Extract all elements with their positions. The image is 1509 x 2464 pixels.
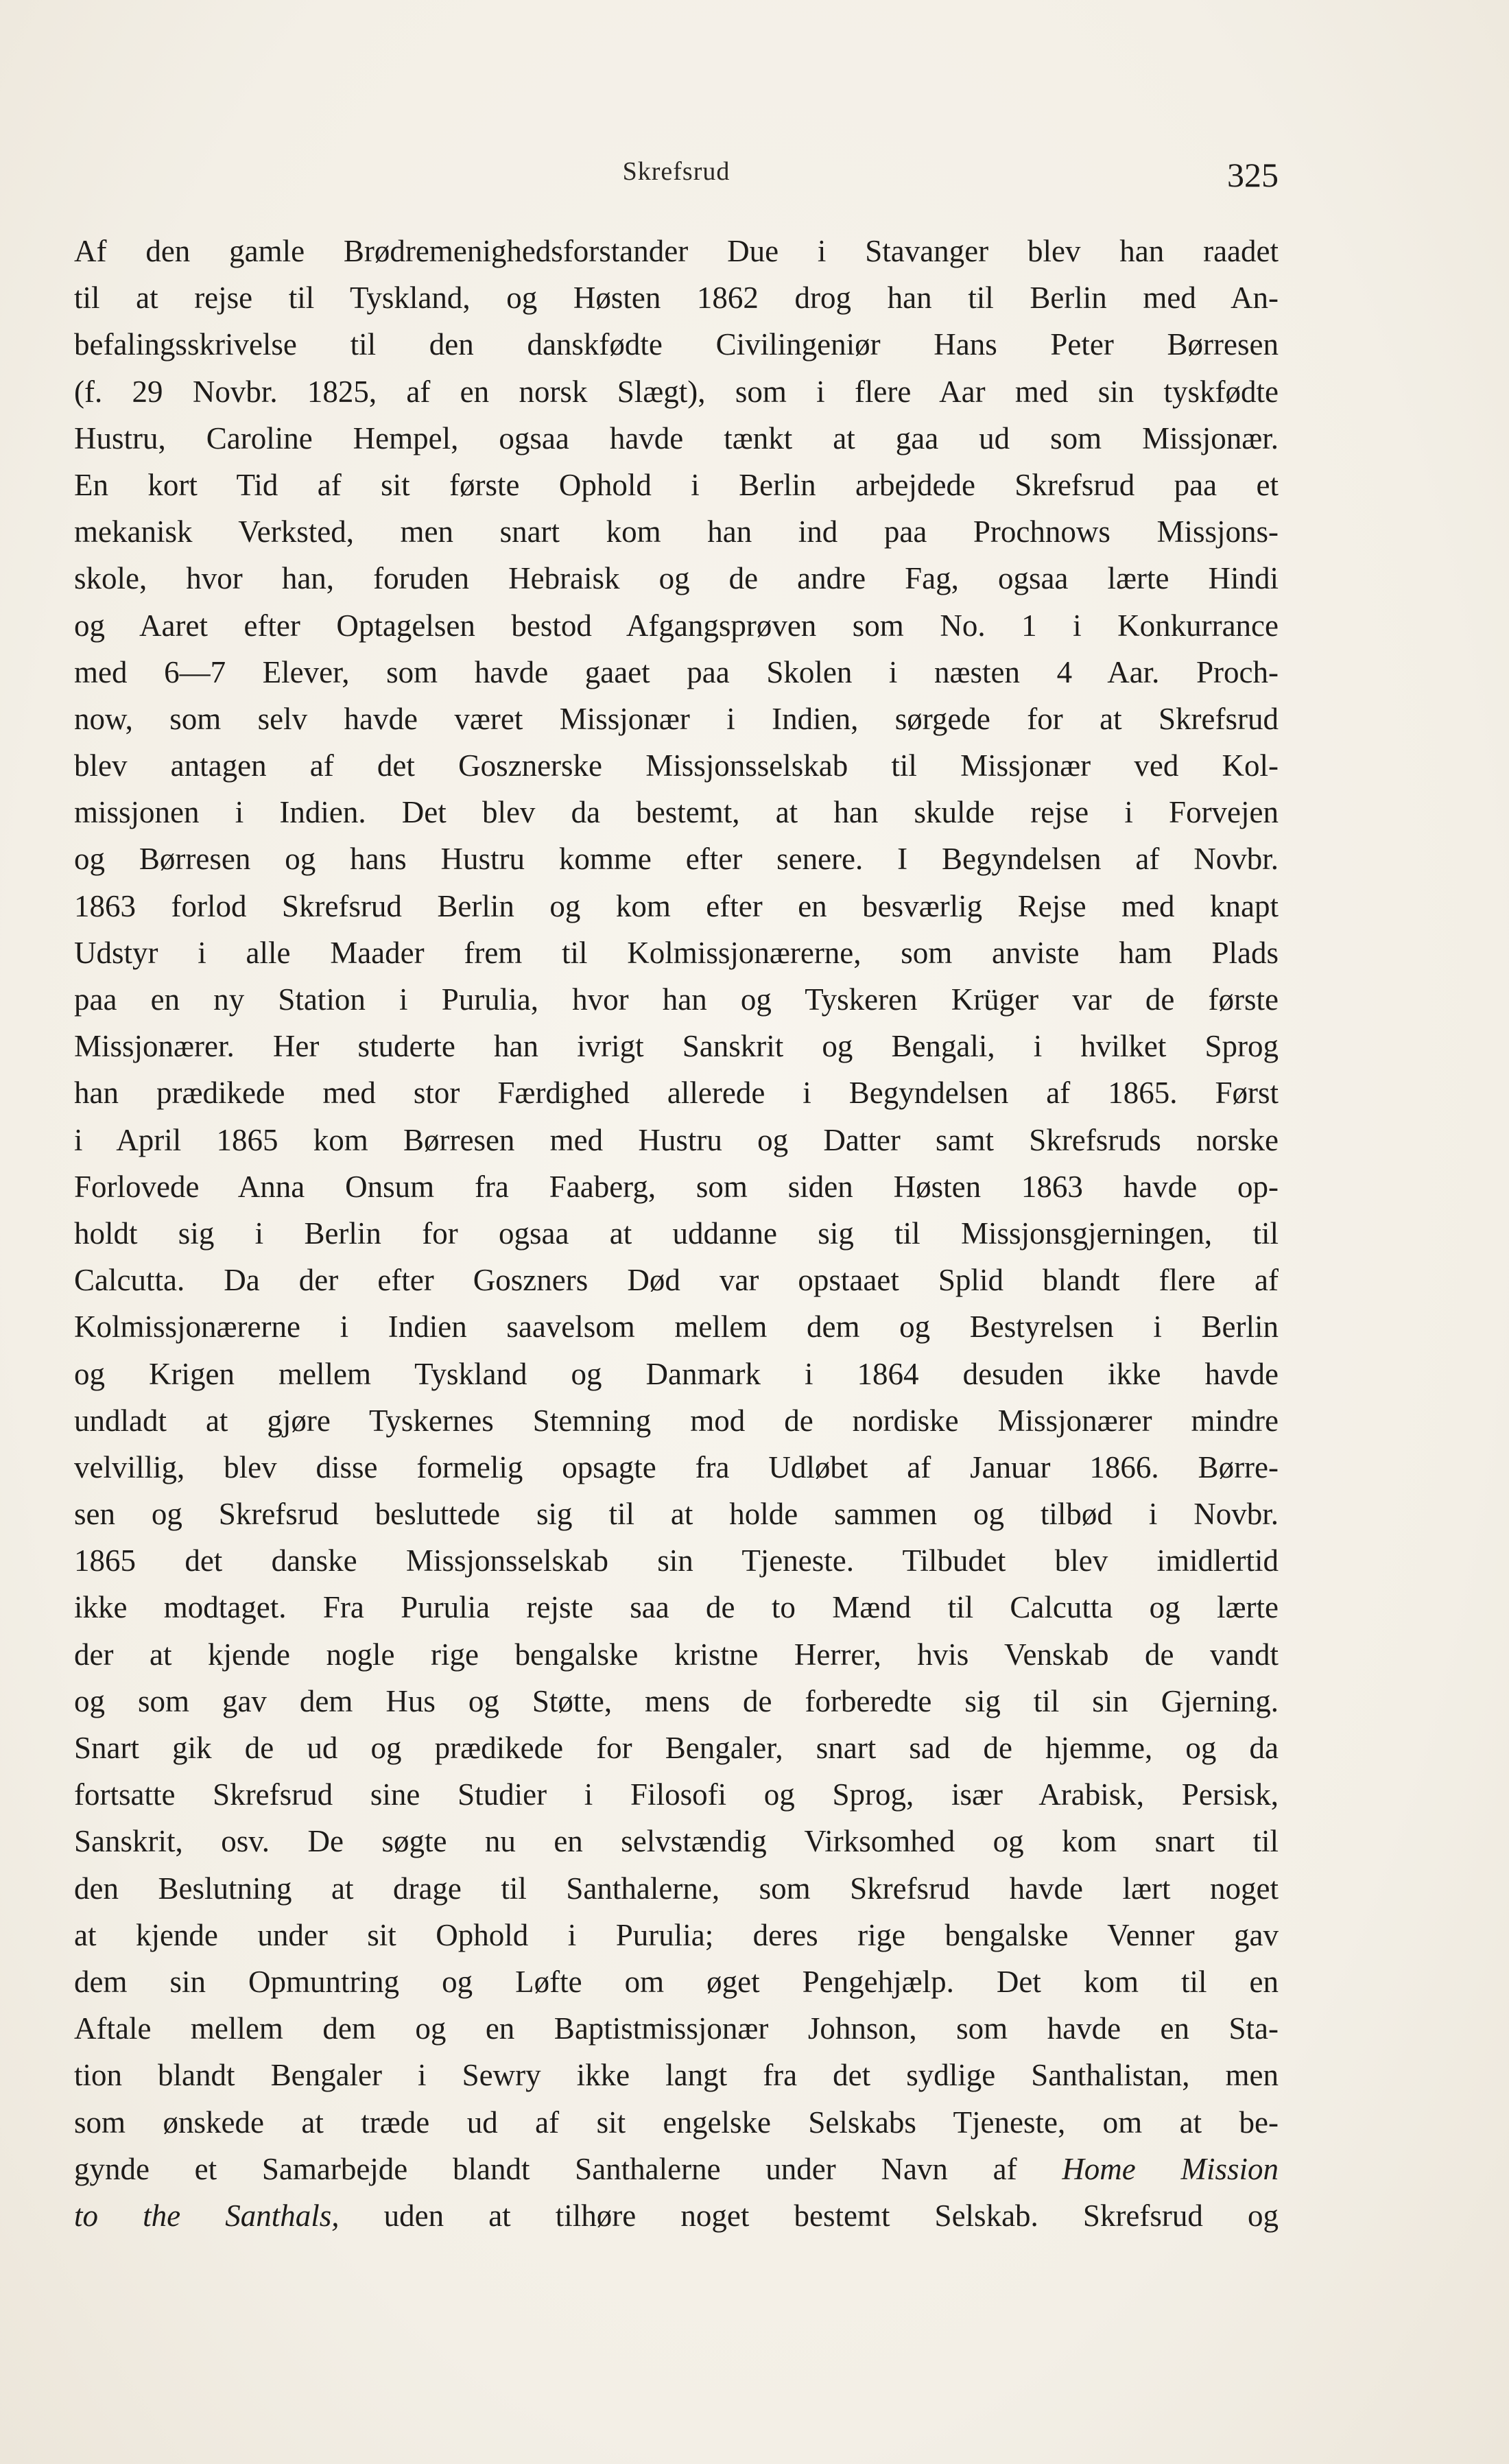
text-line: missjonen i Indien. Det blev da bestemt, at han skulde rejse i Forvejen (74, 795, 1279, 830)
text-line: fortsatte Skrefsrud sine Studier i Filosofi og Sprog, især Arabisk, Persisk, (74, 1777, 1279, 1812)
italic-title: Home Mission (1062, 2151, 1279, 2186)
text-line: og som gav dem Hus og Støtte, mens de forberedte sig til sin Gjerning. (74, 1683, 1279, 1718)
text-line: mekanisk Verksted, men snart kom han ind paa Prochnows Missjons- (74, 514, 1279, 549)
text-line: sen og Skrefsrud besluttede sig til at holde sammen og tilbød i Novbr. (74, 1497, 1279, 1532)
text-line: Kolmissjonærerne i Indien saavelsom mellem dem og Bestyrelsen i Berlin (74, 1310, 1279, 1344)
text-line: Udstyr i alle Maader frem til Kolmissjonærerne, som anviste ham Plads (74, 935, 1279, 970)
text-line: den Beslutning at drage til Santhalerne, som Skrefsrud havde lært noget (74, 1871, 1279, 1906)
text-line: Forlovede Anna Onsum fra Faaberg, som siden Høsten 1863 havde op- (74, 1169, 1279, 1204)
text-line: Aftale mellem dem og en Baptistmissjonær Johnson, som havde en Sta- (74, 2011, 1279, 2046)
text-line: Af den gamle Brødremenighedsforstander Due i Stavanger blev han raadet (74, 234, 1279, 268)
text-line: at kjende under sit Ophold i Purulia; deres rige bengalske Venner gav (74, 1917, 1279, 1952)
text-line: Calcutta. Da der efter Goszners Død var opstaaet Splid blandt flere af (74, 1263, 1279, 1298)
text-line: Missjonærer. Her studerte han ivrigt Sanskrit og Bengali, i hvilket Sprog (74, 1029, 1279, 1064)
running-head: Skrefsrud (622, 157, 730, 186)
text-line: og Krigen mellem Tyskland og Danmark i 1864 desuden ikke havde (74, 1356, 1279, 1391)
text-line: til at rejse til Tyskland, og Høsten 1862 drog han til Berlin med An- (74, 281, 1279, 316)
text-line: Sanskrit, osv. De søgte nu en selvstændig Virksomhed og kom snart til (74, 1824, 1279, 1859)
text-line: undladt at gjøre Tyskernes Stemning mod de nordiske Missjonærer mindre (74, 1403, 1279, 1438)
text-line: i April 1865 kom Børresen med Hustru og Datter samt Skrefsruds norske (74, 1122, 1279, 1157)
text-line: now, som selv havde været Missjonær i Indien, sørgede for at Skrefsrud (74, 701, 1279, 736)
text-line: holdt sig i Berlin for ogsaa at uddanne sig til Missjonsgjerningen, til (74, 1216, 1279, 1251)
italic-title: to the Santhals, (74, 2198, 340, 2233)
text-segment: uden at tilhøre noget bestemt Selskab. Skrefsrud og (383, 2198, 1279, 2233)
text-line: 1865 det danske Missjonsselskab sin Tjeneste. Tilbudet blev imidlertid (74, 1543, 1279, 1578)
text-line: som ønskede at træde ud af sit engelske Selskabs Tjeneste, om at be- (74, 2105, 1279, 2140)
text-line: befalingsskrivelse til den danskfødte Civilingeniør Hans Peter Børresen (74, 327, 1279, 362)
page-header (74, 156, 1279, 198)
text-line: En kort Tid af sit første Ophold i Berlin arbejdede Skrefsrud paa et (74, 467, 1279, 502)
text-line: velvillig, blev disse formelig opsagte fra Udløbet af Januar 1866. Børre- (74, 1449, 1279, 1484)
text-line: dem sin Opmuntring og Løfte om øget Pengehjælp. Det kom til en (74, 1964, 1279, 1999)
text-line: med 6—7 Elever, som havde gaaet paa Skolen i næsten 4 Aar. Proch- (74, 654, 1279, 689)
text-segment: gynde et Samarbejde blandt Santhalerne under Navn af (74, 2151, 1017, 2186)
text-line: 1863 forlod Skrefsrud Berlin og kom efter en besværlig Rejse med knapt (74, 888, 1279, 923)
text-line: blev antagen af det Gosznerske Missjonsselskab til Missjonær ved Kol- (74, 748, 1279, 783)
text-line: skole, hvor han, foruden Hebraisk og de andre Fag, ogsaa lærte Hindi (74, 561, 1279, 596)
text-line-mixed (74, 2146, 1279, 2192)
body-text (74, 228, 1279, 2239)
text-line: og Børresen og hans Hustru komme efter senere. I Begyndelsen af Novbr. (74, 842, 1279, 877)
text-line: paa en ny Station i Purulia, hvor han og Tyskeren Krüger var de første (74, 982, 1279, 1017)
text-line: og Aaret efter Optagelsen bestod Afgangsprøven som No. 1 i Konkurrance (74, 608, 1279, 643)
text-line: Hustru, Caroline Hempel, ogsaa havde tænkt at gaa ud som Missjonær. (74, 420, 1279, 455)
text-line-mixed (74, 2192, 1279, 2239)
text-line: ikke modtaget. Fra Purulia rejste saa de to Mænd til Calcutta og lærte (74, 1590, 1279, 1625)
text-line: tion blandt Bengaler i Sewry ikke langt fra det sydlige Santhalistan, men (74, 2058, 1279, 2093)
text-line: han prædikede med stor Færdighed allerede i Begyndelsen af 1865. Først (74, 1076, 1279, 1111)
text-line: (f. 29 Novbr. 1825, af en norsk Slægt), som i flere Aar med sin tyskfødte (74, 374, 1279, 409)
text-line: Snart gik de ud og prædikede for Bengaler, snart sad de hjemme, og da (74, 1731, 1279, 1765)
text-line: der at kjende nogle rige bengalske kristne Herrer, hvis Venskab de vandt (74, 1637, 1279, 1672)
page-number: 325 (1227, 156, 1279, 194)
